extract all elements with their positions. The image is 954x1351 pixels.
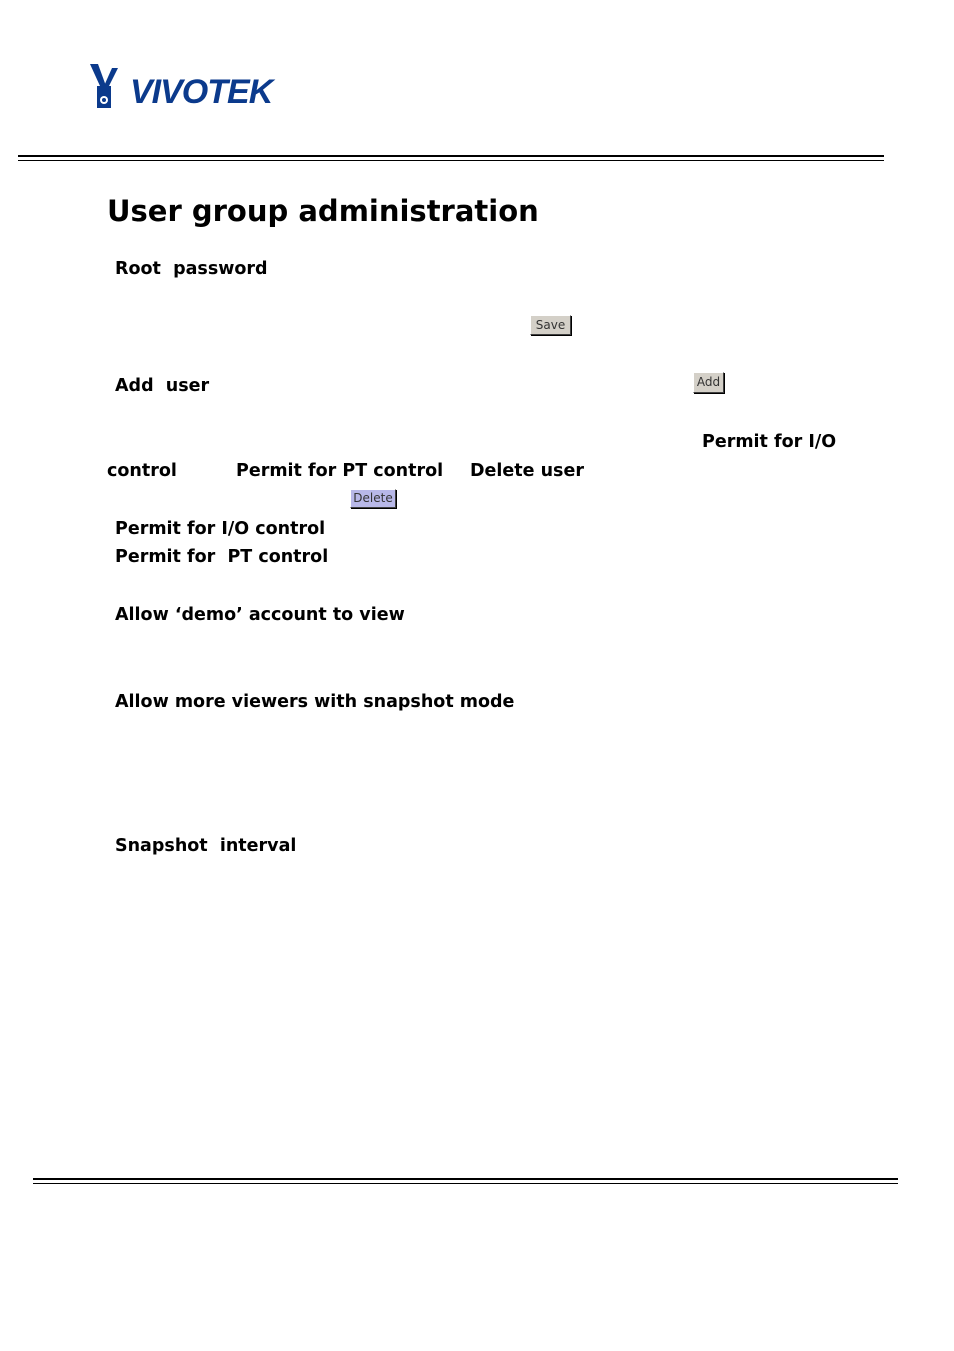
page-title: User group administration [107, 194, 539, 228]
allow-demo-label: Allow ‘demo’ account to view [115, 605, 405, 625]
permit-io-header: Permit for I/O [702, 432, 837, 452]
delete-button[interactable]: Delete [350, 489, 396, 508]
root-password-label: Root password [115, 259, 268, 279]
add-button[interactable]: Add [693, 372, 724, 393]
permit-pt-label: Permit for PT control [115, 547, 329, 567]
top-divider-thin [18, 160, 884, 161]
save-button[interactable]: Save [530, 315, 571, 335]
bottom-divider [33, 1178, 898, 1180]
snapshot-interval-label: Snapshot interval [115, 836, 297, 856]
top-divider [18, 155, 884, 157]
add-user-label: Add user [115, 376, 210, 396]
permit-io-label: Permit for I/O control [115, 519, 326, 539]
vivotek-logo [88, 62, 298, 112]
permit-io-header-cont: control [107, 461, 177, 481]
delete-user-header: Delete user [470, 461, 584, 481]
allow-snapshot-label: Allow more viewers with snapshot mode [115, 692, 515, 712]
logo-wordmark: VIVOTEK [130, 73, 273, 111]
bottom-divider-thin [33, 1183, 898, 1184]
camera-logo-icon [88, 62, 128, 112]
permit-pt-header: Permit for PT control [236, 461, 444, 481]
